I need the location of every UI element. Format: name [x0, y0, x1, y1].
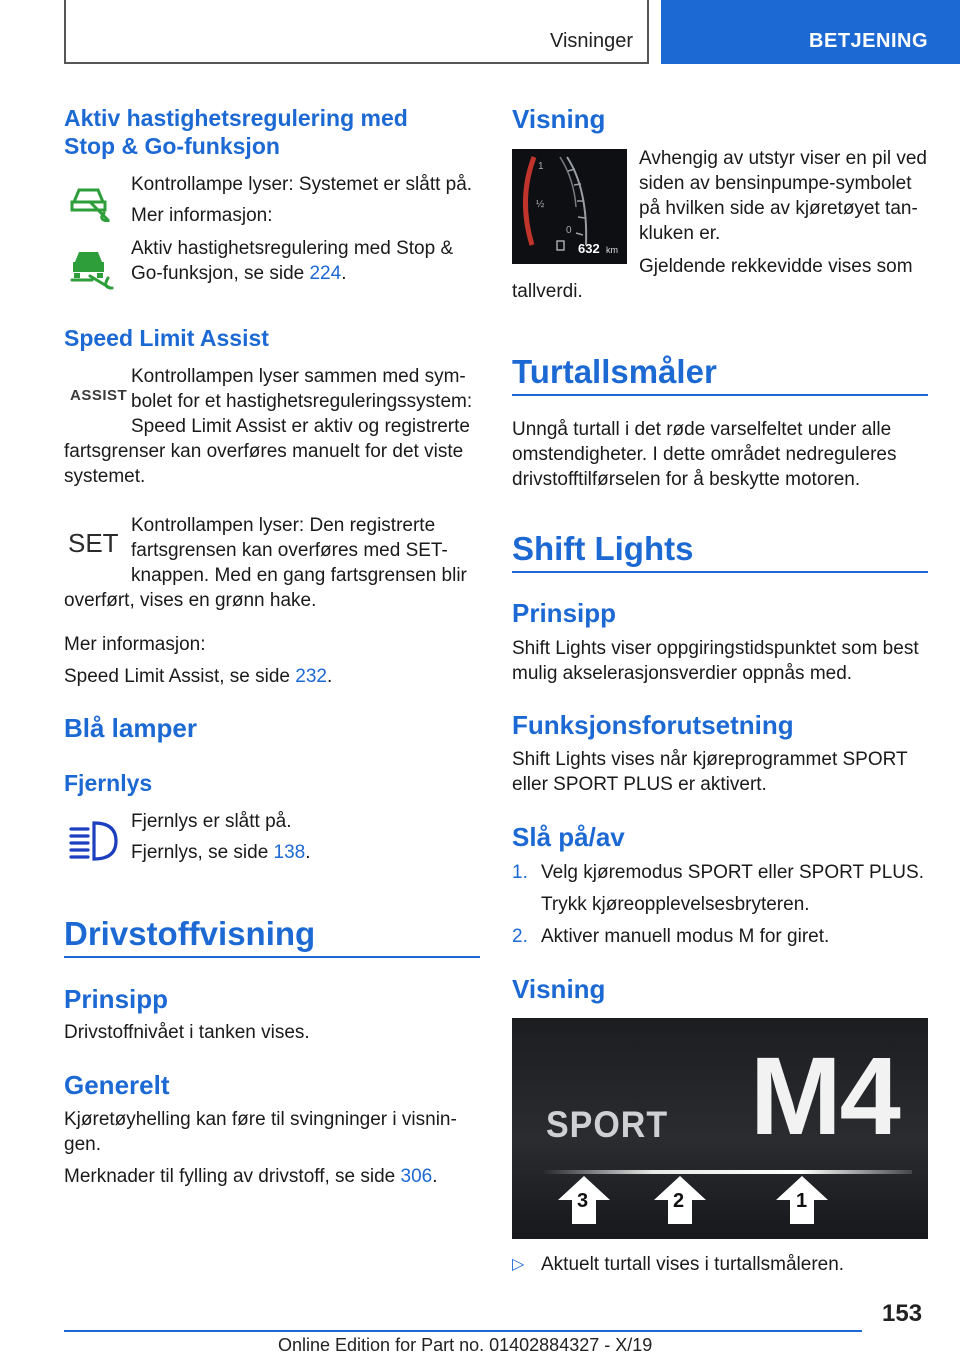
- shift-principle-text: [512, 636, 919, 686]
- fuel-notes-ref-text: Merknader til fylling av drivstoff, se side: [64, 1166, 401, 1187]
- acc-text-2: Mer informasjon:: [131, 205, 273, 226]
- set-indicator-icon: SET: [68, 528, 119, 558]
- display-line2: siden av bensinpumpe-symbolet: [639, 173, 912, 194]
- sla-text-1-line3: Speed Limit Assist er aktiv og registrerte: [131, 416, 470, 437]
- high-beam-subheading: Fjernlys: [64, 770, 153, 796]
- high-beam-icon: [68, 820, 120, 862]
- range-unit: km: [606, 245, 618, 255]
- step-1-subtext: Trykk kjøreopplevelsesbryteren.: [541, 894, 810, 915]
- sla-page-link[interactable]: 232: [295, 666, 327, 687]
- acc-heading: [64, 104, 408, 160]
- display-line5: Gjeldende rekkevidde vises som: [639, 256, 913, 277]
- fuel-display-heading: Drivstoffvisning: [64, 915, 316, 952]
- gauge-label-empty: 0: [566, 225, 572, 236]
- gauge-label-full: 1: [538, 161, 544, 172]
- acc-text-3-line1: Aktiv hastighetsregulering med Stop &: [131, 238, 454, 259]
- sla-text-3: Mer informasjon:: [64, 634, 206, 655]
- header-chapter-label: BETJENING: [809, 30, 928, 52]
- sla-text-2-line1: Kontrollampen lyser: Den registrerte: [131, 515, 436, 536]
- sla-text-2a: [131, 513, 467, 588]
- shift-principle-line2: mulig akselerasjonsverdier oppnås med.: [512, 663, 853, 684]
- sla-text-1b: [64, 439, 463, 489]
- shift-function-text: [512, 747, 908, 797]
- sla-text-1-line5: systemet.: [64, 466, 146, 487]
- high-beam-page-link[interactable]: 138: [273, 842, 306, 863]
- display-heading: Visning: [512, 104, 606, 134]
- step-1-text: Velg kjøremodus SPORT eller SPORT PLUS.: [541, 862, 924, 883]
- sla-text-4: [64, 664, 332, 689]
- footer-edition: Online Edition for Part no. 01402884327 - X/19: [278, 1335, 653, 1355]
- sla-text-1a: [131, 364, 472, 439]
- shift-lights-heading-rule: [512, 571, 928, 573]
- shift-function-line1: Shift Lights vises når kjøreprogrammet SPORT: [512, 749, 908, 770]
- sla-text-1-line1: Kontrollampen lyser sammen med sym-: [131, 366, 466, 387]
- page-number: 153: [882, 1300, 923, 1327]
- fuel-general-heading: Generelt: [64, 1070, 170, 1100]
- fuel-notes-page-link[interactable]: 306: [400, 1166, 433, 1187]
- acc-heading-line2: Stop & Go-funksjon: [64, 133, 280, 159]
- sla-text-2-line3: knappen. Med en gang fartsgrensen blir: [131, 565, 467, 586]
- sla-text-2-line2: fartsgrensen kan overføres med SET-: [131, 540, 448, 561]
- footer-rule: [64, 1330, 862, 1332]
- display-line4: kluken er.: [639, 223, 721, 244]
- display-line1: Avhengig av utstyr viser en pil ved: [639, 148, 927, 169]
- shift-function-line2: eller SPORT PLUS er aktivert.: [512, 774, 767, 795]
- shift-view-heading: Visning: [512, 974, 606, 1004]
- fuel-principle-text: Drivstoffnivået i tanken vises.: [64, 1022, 310, 1043]
- acc-heading-line1: Aktiv hastighetsregulering med: [64, 105, 408, 131]
- fuel-principle-heading: Prinsipp: [64, 984, 169, 1014]
- sla-heading: Speed Limit Assist: [64, 325, 269, 351]
- bullet-text: Aktuelt turtall vises i turtallsmåleren.: [541, 1254, 845, 1275]
- header-section-title: Visninger: [550, 30, 634, 52]
- range-value: 632: [578, 241, 600, 256]
- tachometer-line3: drivstofftilførselen for å beskytte motoren.: [512, 469, 861, 490]
- arrow-3-label: 3: [577, 1190, 589, 1212]
- fuel-general-text: [64, 1107, 457, 1157]
- acc-car-icon: [68, 180, 122, 222]
- header-chapter-tab[interactable]: [661, 0, 960, 64]
- acc-ref-text: Go-funksjon, se side: [131, 263, 310, 284]
- display-line3: på hvilken side av kjøretøyet tan-: [639, 198, 918, 219]
- acc-page-link[interactable]: 224: [309, 263, 342, 284]
- sla-ref-text: Speed Limit Assist, se side: [64, 666, 296, 687]
- high-beam-ref-period: .: [305, 842, 311, 863]
- assist-indicator-icon: ASSIST: [70, 387, 128, 404]
- shift-principle-heading: Prinsipp: [512, 598, 617, 628]
- tachometer-heading: Turtallsmåler: [512, 353, 717, 390]
- sla-ref-period: .: [326, 666, 333, 687]
- blue-lamps-heading: Blå lamper: [64, 713, 197, 743]
- high-beam-ref-text: Fjernlys, se side: [131, 842, 274, 863]
- step-1-number: 1.: [512, 862, 528, 883]
- tachometer-line2: omstendigheter. I dette området nedreguleres: [512, 444, 897, 465]
- shift-onoff-heading: Slå på/av: [512, 822, 625, 852]
- tachometer-text: [512, 417, 896, 492]
- tachometer-line1: Unngå turtall i det røde varselfeltet under alle: [512, 419, 892, 440]
- high-beam-text-1: Fjernlys er slått på.: [131, 811, 292, 832]
- acc-ref-period: .: [341, 263, 347, 284]
- acc-text-3-line2: [131, 261, 453, 286]
- bullet-icon: ▷: [512, 1256, 525, 1273]
- tachometer-heading-rule: [512, 394, 928, 396]
- gear-indicator: M4: [750, 1035, 899, 1158]
- display-line6: tallverdi.: [512, 281, 583, 302]
- fuel-general-line1: Kjøretøyhelling kan føre til svingninger i visnin-: [64, 1109, 457, 1130]
- acc-text-3: [131, 236, 453, 286]
- fuel-notes-text: [64, 1164, 438, 1189]
- step-2-number: 2.: [512, 926, 528, 947]
- shift-function-heading: Funksjonsforutsetning: [512, 710, 794, 740]
- fuel-gauge-image: [512, 149, 627, 264]
- shift-principle-line1: Shift Lights viser oppgiringstidspunktet som best: [512, 638, 919, 659]
- acc-text-1: Kontrollampe lyser: Systemet er slått på.: [131, 174, 473, 195]
- acc-stopgo-icon: [68, 248, 122, 290]
- sla-text-1-line2: bolet for et hastighetsreguleringssystem:: [131, 391, 473, 412]
- shift-lights-heading: Shift Lights: [512, 530, 694, 567]
- fuel-notes-ref-period: .: [432, 1166, 438, 1187]
- arrow-1-label: 1: [796, 1190, 808, 1212]
- fuel-general-line2: gen.: [64, 1134, 101, 1155]
- fuel-heading-rule: [64, 956, 480, 958]
- sla-text-1-line4: fartsgrenser kan overføres manuelt for det viste: [64, 441, 464, 462]
- step-2-text: Aktiver manuell modus M for giret.: [541, 926, 830, 947]
- shift-lights-image: [512, 1018, 928, 1239]
- display-text-a: [639, 146, 927, 246]
- arrow-2-label: 2: [673, 1190, 685, 1212]
- drive-mode-label: SPORT: [546, 1104, 669, 1146]
- high-beam-text-2: [131, 840, 311, 865]
- gauge-label-half: ½: [536, 199, 545, 210]
- sla-text-2-line4: overført, vises en grønn hake.: [64, 590, 317, 611]
